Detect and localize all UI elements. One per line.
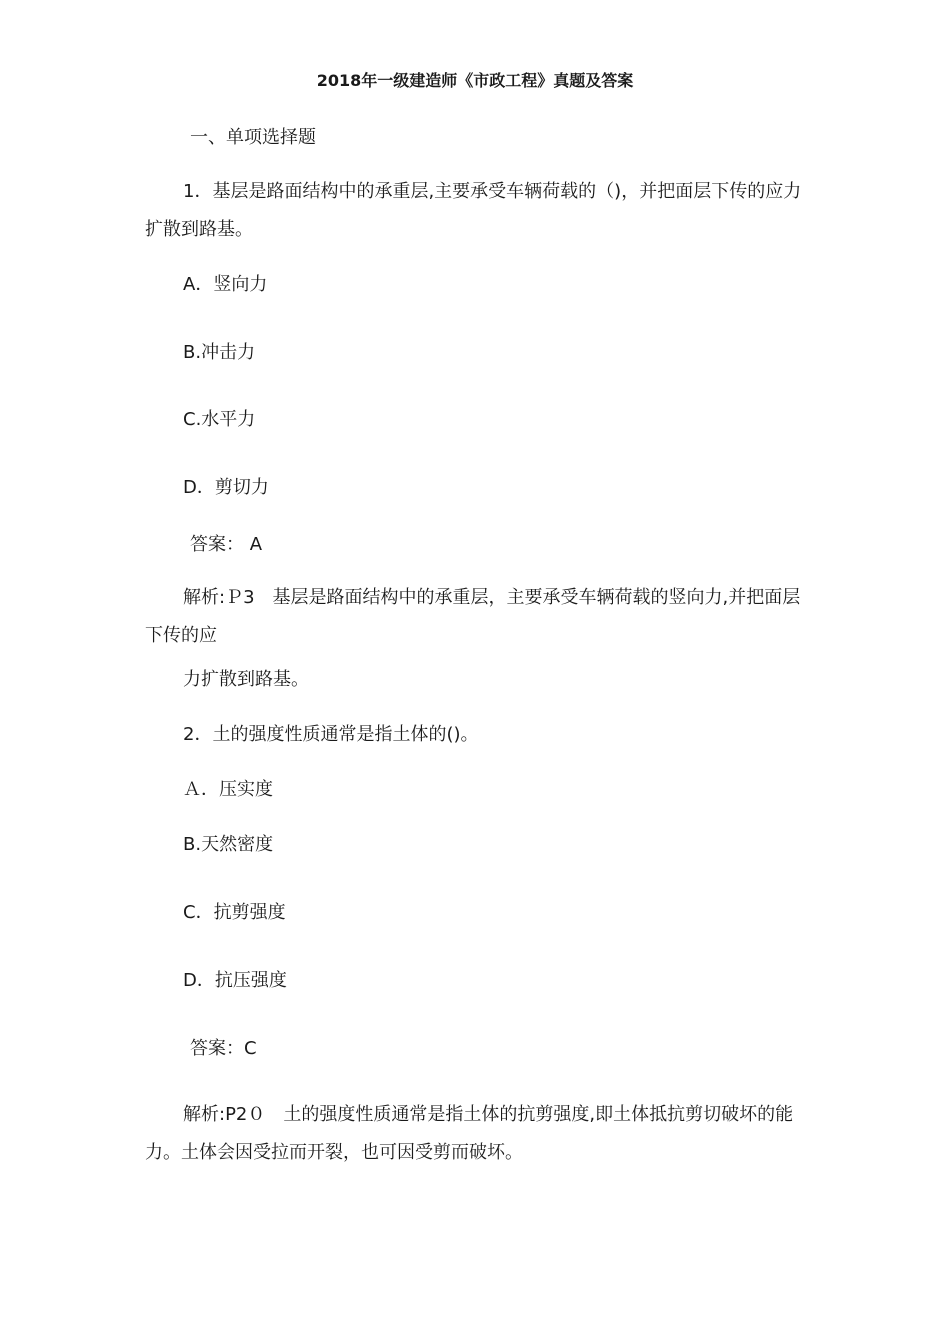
question-2-answer: 答案：C [190,1038,257,1059]
section-heading: 一、单项选择题 [190,127,316,148]
question-1-answer: 答案： A [190,534,263,555]
question-2-option-b: B.天然密度 [183,834,274,855]
question-2-analysis: 解析:P2０ 土的强度性质通常是指土体的抗剪强度,即土体抵抗剪切破坏的能力。土体会因受拉而开裂，也可因受剪而破坏。 [145,1104,794,1163]
question-1-option-c: C.水平力 [183,409,256,430]
question-1-analysis: 解析:Ｐ3 基层是路面结构中的承重层，主要承受车辆荷载的竖向力,并把面层下传的应 [145,587,801,646]
question-2-option-d: D．抗压强度 [183,970,287,991]
question-1-stem: 1．基层是路面结构中的承重层,主要承受车辆荷载的（)，并把面层下传的应力扩散到路基。 [145,181,802,240]
document-title: 2018年一级建造师《市政工程》真题及答案 [316,71,634,90]
question-1-option-b: B.冲击力 [183,342,256,363]
question-2-option-a: Ａ．压实度 [183,779,273,800]
question-1-analysis-continued: 力扩散到路基。 [183,669,309,690]
question-1-option-d: D．剪切力 [183,477,269,498]
question-1-option-a: A．竖向力 [183,274,268,295]
question-2-stem: 2．土的强度性质通常是指土体的()。 [183,724,479,745]
question-2-option-c: C．抗剪强度 [183,902,286,923]
